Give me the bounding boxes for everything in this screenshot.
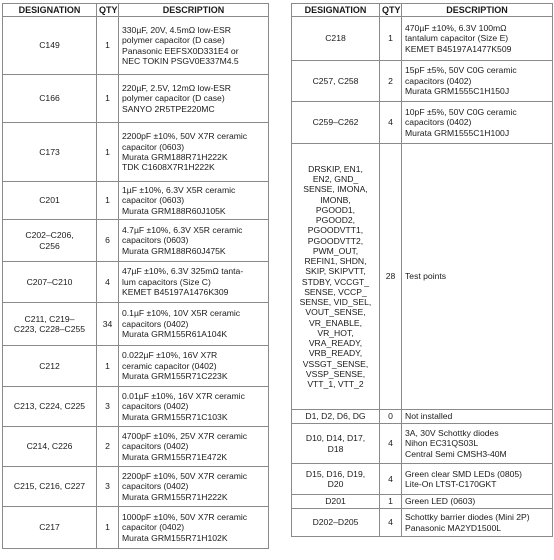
table-row [3,427,269,467]
description-cell: 4.7µF ±10%, 6.3V X5R ceramic capacitors (0603) Murata GRM188R60J475K [119,220,269,262]
description-cell: 0.022µF ±10%, 16V X7R ceramic capacitor (0402) Murata GRM155R71C223K [119,346,269,387]
header-row [292,4,553,17]
table-row [3,262,269,303]
bom-table-right [291,3,553,537]
table-row [3,220,269,262]
table-row [292,509,553,537]
designation-cell: C173 [3,123,97,182]
bom-table-left [2,3,269,549]
table-row [3,75,269,123]
qty-cell: 1 [380,495,402,509]
description-cell: Test points [402,144,553,410]
qty-cell: 3 [97,387,119,427]
qty-cell: 1 [97,346,119,387]
description-cell: 220µF, 2.5V, 12mΩ low-ESR polymer capacitor (D case) SANYO 2R5TPE220MC [119,75,269,123]
description-cell: 4700pF ±10%, 25V X7R ceramic capacitors (0402) Murata GRM155R71E472K [119,427,269,467]
description-cell: 2200pF ±10%, 50V X7R ceramic capacitors (0402) Murata GRM155R71H222K [119,467,269,507]
designation-cell: D202–D205 [292,509,380,537]
designation-cell: C213, C224, C225 [3,387,97,427]
description-cell: 0.1µF ±10%, 10V X5R ceramic capacitors (0402) Murata GRM155R61A104K [119,303,269,346]
description-cell: 330µF, 20V, 4.5mΩ low-ESR polymer capacitor (D case) Panasonic EEFSX0D331E4 or NEC TOKIN PSGV0E337M4.5 [119,17,269,75]
description-cell: 1000pF ±10%, 50V X7R ceramic capacitor (0402) Murata GRM155R71H102K [119,507,269,549]
designation-cell: C217 [3,507,97,549]
designation-cell: D15, D16, D19, D20 [292,464,380,495]
description-cell: 0.01µF ±10%, 16V X7R ceramic capacitors (0402) Murata GRM155R71C103K [119,387,269,427]
table-row [292,424,553,464]
designation-cell: D1, D2, D6, DG [292,410,380,424]
qty-cell: 0 [380,410,402,424]
table-row [3,346,269,387]
description-cell: Green LED (0603) [402,495,553,509]
qty-cell: 1 [97,17,119,75]
designation-cell: C212 [3,346,97,387]
description-cell: 47µF ±10%, 6.3V 325mΩ tanta- lum capacitors (Size C) KEMET B45197A1476K309 [119,262,269,303]
header-description: DESCRIPTION [119,4,269,17]
description-cell: 10pF ±5%, 50V C0G ceramic capacitors (0402) Murata GRM1555C1H100J [402,102,553,144]
qty-cell: 1 [97,182,119,220]
table-row [3,507,269,549]
table-row [292,464,553,495]
qty-cell: 2 [97,427,119,467]
header-row [3,4,269,17]
table-row [292,61,553,102]
test-points-designation-cell: DRSKIP, EN1, EN2, GND_ SENSE, IMONA, IMONB, PGOOD1, PGOOD2, PGOODVTT1, PGOODVTT2, PWM_OUT, REFIN1, SHDN, SKIP, SKIPVTT, STDBY, VCCGT_ SENSE, VCCP_ SENSE, VID_SEL, VOUT_SENSE, VR_ENABLE, VR_HOT, VRA_READY, VRB_READY, VSSGT_SENSE, VSSP_SENSE, VTT_1, VTT_2 [292,144,380,410]
table-row [3,387,269,427]
qty-cell: 3 [97,467,119,507]
description-cell: 470µF ±10%, 6.3V 100mΩ tantalum capacitor (Size E) KEMET B45197A1477K509 [402,17,553,61]
qty-cell: 28 [380,144,402,410]
description-cell: Schottky barrier diodes (Mini 2P) Panasonic MA2YD1500L [402,509,553,537]
qty-cell: 4 [380,509,402,537]
description-cell: Not installed [402,410,553,424]
qty-cell: 4 [380,464,402,495]
header-designation: DESIGNATION [3,4,97,17]
table-row [292,17,553,61]
designation-cell: C215, C216, C227 [3,467,97,507]
description-cell: Green clear SMD LEDs (0805) Lite-On LTST-C170GKT [402,464,553,495]
table-row [292,144,553,410]
header-description: DESCRIPTION [402,4,553,17]
designation-cell: C211, C219– C223, C228–C255 [3,303,97,346]
designation-cell: C149 [3,17,97,75]
table-row [3,303,269,346]
description-cell: 1µF ±10%, 6.3V X5R ceramic capacitor (0603) Murata GRM188R60J105K [119,182,269,220]
qty-cell: 1 [380,17,402,61]
designation-cell: C207–C210 [3,262,97,303]
description-cell: 15pF ±5%, 50V C0G ceramic capacitors (0402) Murata GRM1555C1H150J [402,61,553,102]
header-designation: DESIGNATION [292,4,380,17]
qty-cell: 1 [97,75,119,123]
table-row [3,182,269,220]
qty-cell: 34 [97,303,119,346]
designation-cell: C218 [292,17,380,61]
table-row [3,123,269,182]
designation-cell: C259–C262 [292,102,380,144]
description-cell: 2200pF ±10%, 50V X7R ceramic capacitor (0603) Murata GRM188R71H222K TDK C1608X7R1H222K [119,123,269,182]
qty-cell: 1 [97,507,119,549]
designation-cell: C201 [3,182,97,220]
qty-cell: 1 [97,123,119,182]
designation-cell: C166 [3,75,97,123]
designation-cell: C257, C258 [292,61,380,102]
designation-cell: C214, C226 [3,427,97,467]
designation-cell: D201 [292,495,380,509]
header-qty: QTY [380,4,402,17]
qty-cell: 6 [97,220,119,262]
table-row [292,495,553,509]
qty-cell: 4 [380,102,402,144]
designation-cell: C202–C206, C256 [3,220,97,262]
header-qty: QTY [97,4,119,17]
description-cell: 3A, 30V Schottky diodes Nihon EC31QS03L Central Semi CMSH3-40M [402,424,553,464]
table-row [292,410,553,424]
qty-cell: 4 [380,424,402,464]
qty-cell: 2 [380,61,402,102]
table-row [3,17,269,75]
table-row [3,467,269,507]
designation-cell: D10, D14, D17, D18 [292,424,380,464]
qty-cell: 4 [97,262,119,303]
table-row [292,102,553,144]
